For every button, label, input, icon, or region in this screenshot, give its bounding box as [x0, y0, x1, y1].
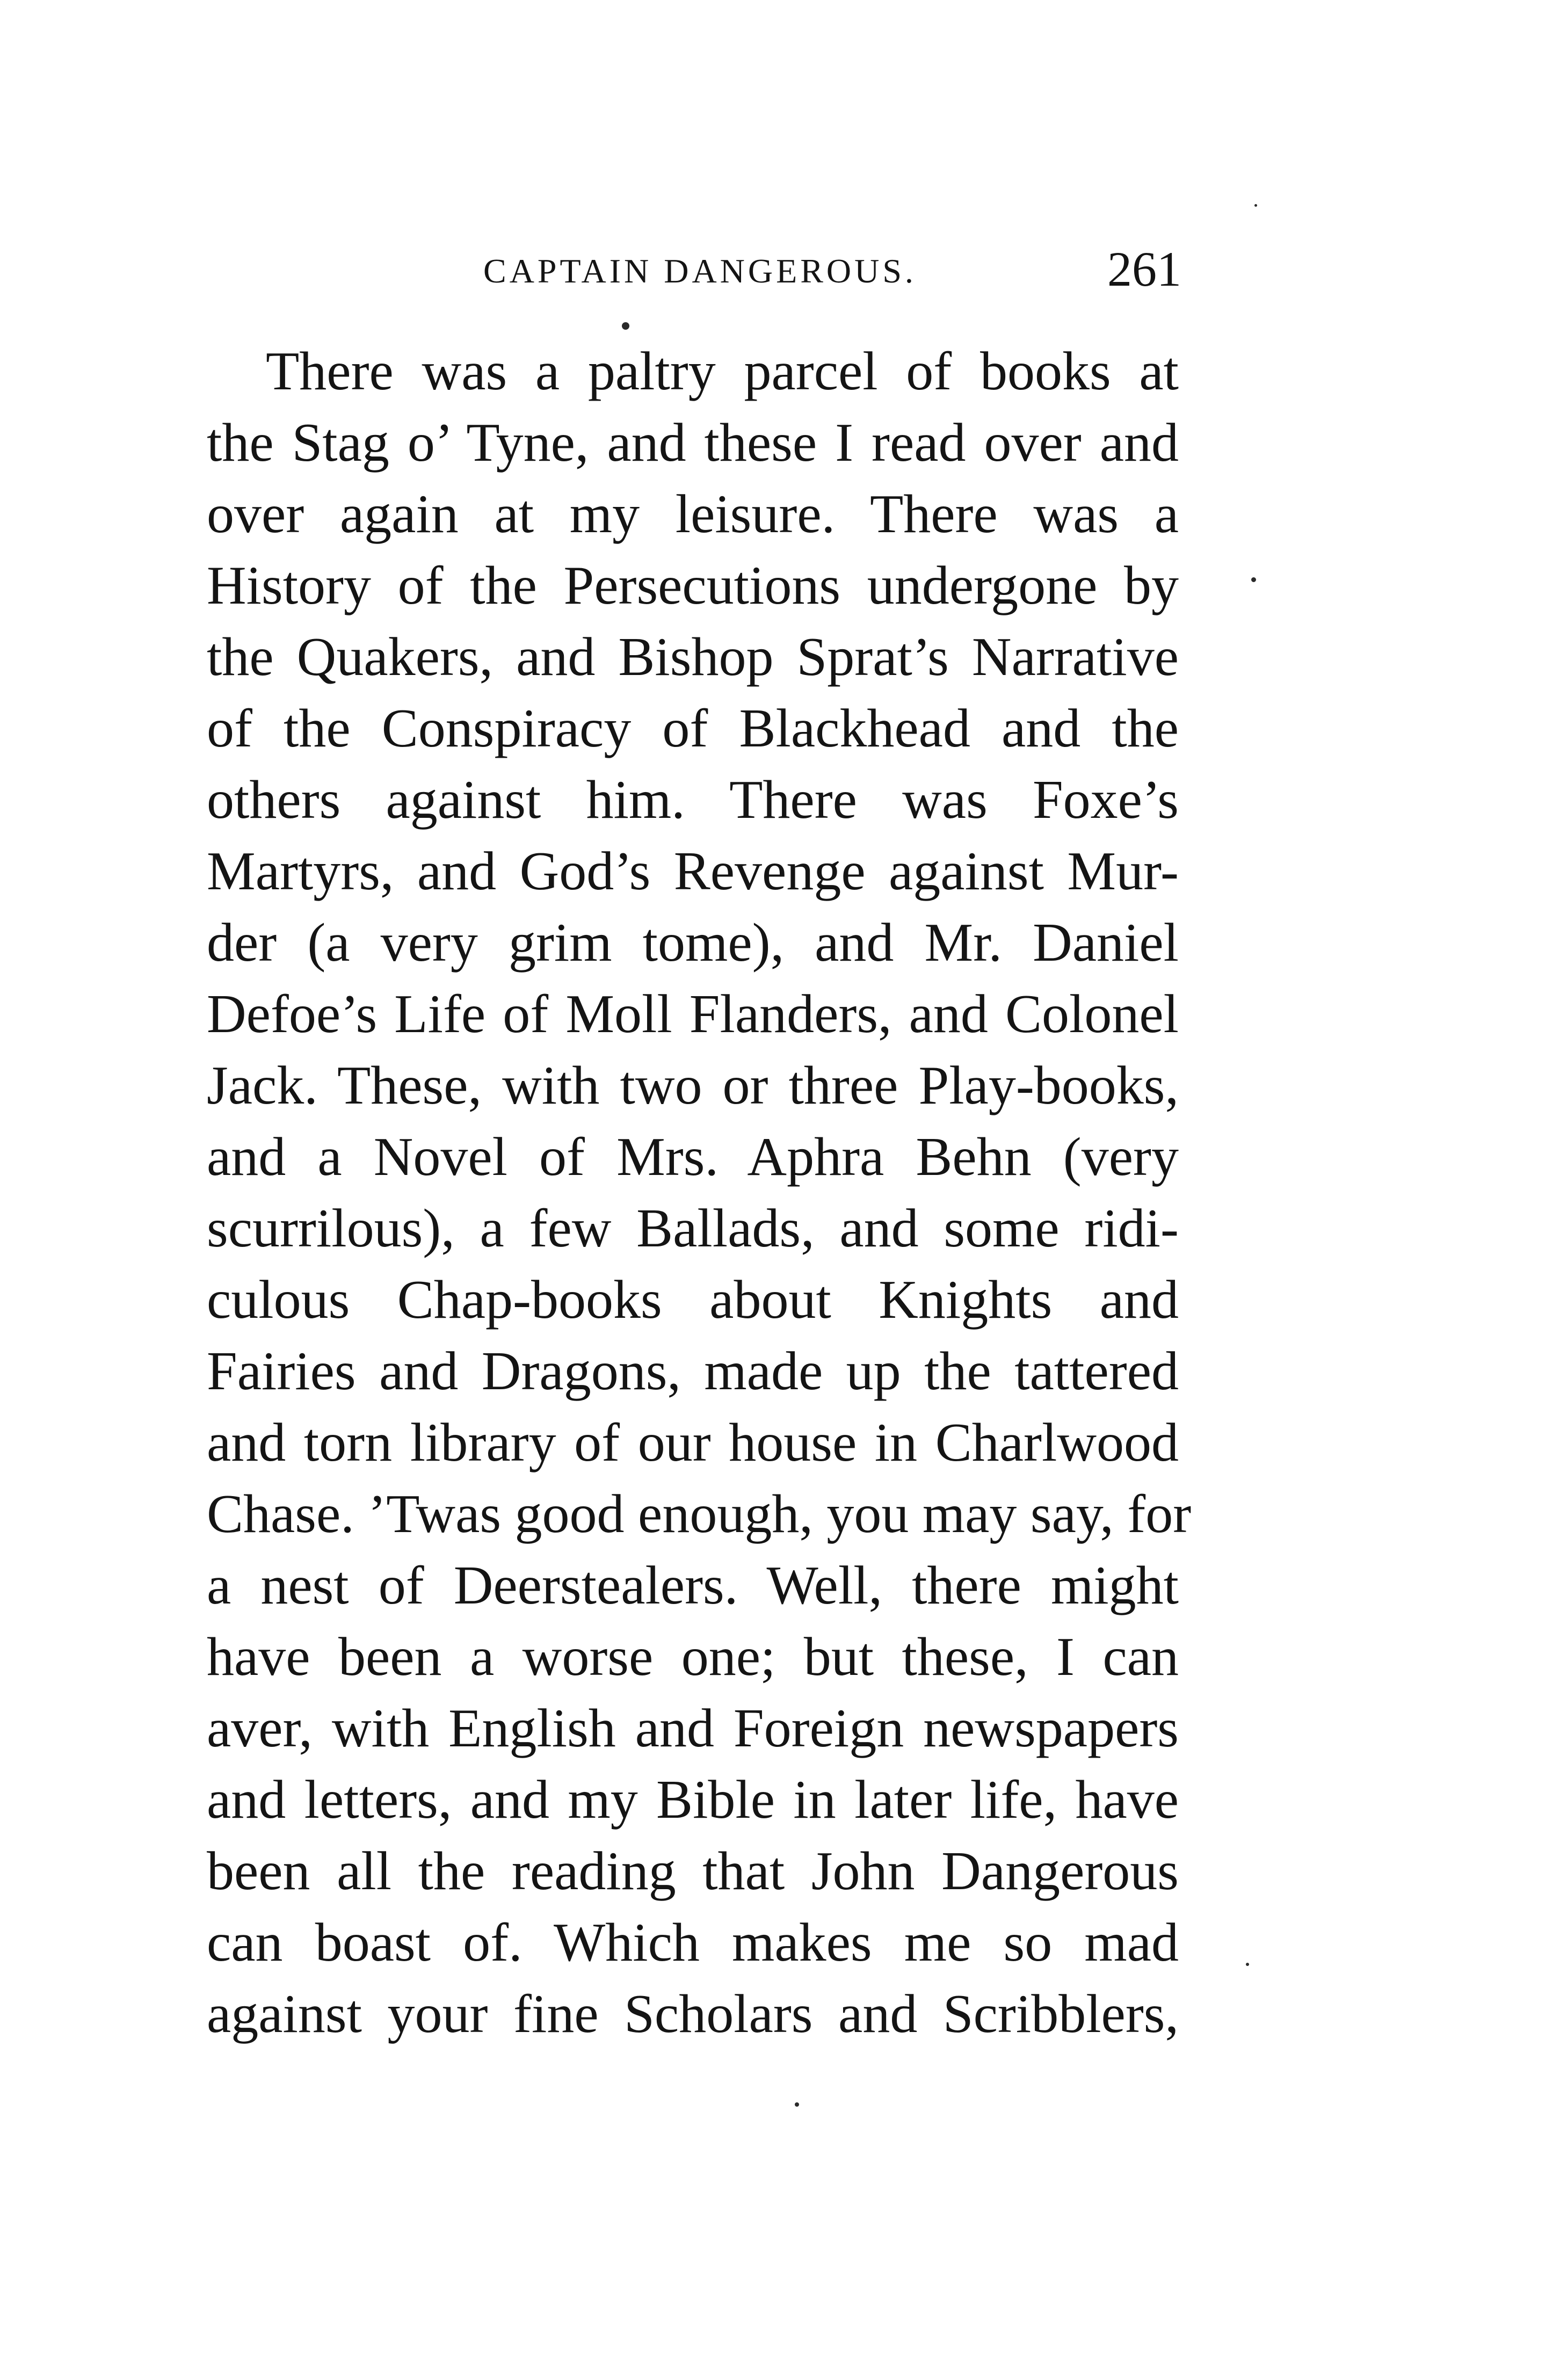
text-line: been all the reading that John Dangerous — [207, 1841, 1179, 1902]
body-paragraph — [207, 336, 1192, 2050]
text-line: and a Novel of Mrs. Aphra Behn (very — [207, 1127, 1179, 1187]
text-line: aver, with English and Foreign newspapers — [207, 1698, 1179, 1759]
text-line: against your fine Scholars and Scribblers, — [207, 1984, 1179, 2044]
page-number: 261 — [1107, 242, 1181, 296]
text-line: of the Conspiracy of Blackhead and the — [207, 698, 1179, 759]
text-line: and letters, and my Bible in later life, have — [207, 1769, 1179, 1830]
text-line: Fairies and Dragons, made up the tattered — [207, 1341, 1179, 1402]
scan-speck — [1254, 204, 1257, 207]
text-line: Martyrs, and God’s Revenge against Mur- — [207, 841, 1179, 902]
text-line: others against him. There was Foxe’s — [207, 770, 1179, 830]
running-title: CAPTAIN DANGEROUS. — [483, 252, 917, 290]
text-line: over again at my leisure. There was a — [207, 484, 1179, 545]
scan-speck — [1251, 577, 1256, 582]
scan-speck — [795, 2102, 799, 2107]
text-line: Defoe’s Life of Moll Flanders, and Colonel — [207, 984, 1179, 1044]
text-line: a nest of Deerstealers. Well, there might — [207, 1555, 1179, 1616]
text-line: scurrilous), a few Ballads, and some ridi- — [207, 1198, 1179, 1259]
text-line: have been a worse one; but these, I can — [207, 1627, 1179, 1687]
scan-speck — [1246, 1963, 1249, 1966]
running-header — [204, 244, 1181, 303]
text-line: Chase. ’Twas good enough, you may say, for — [207, 1484, 1192, 1544]
text-line: can boast of. Which makes me so mad — [207, 1912, 1179, 1973]
text-line: and torn library of our house in Charlwood — [207, 1412, 1179, 1473]
text-line: the Stag o’ Tyne, and these I read over and — [207, 412, 1179, 473]
text-line: Jack. These, with two or three Play-books, — [207, 1055, 1179, 1116]
text-line: There was a paltry parcel of books at — [266, 341, 1179, 402]
text-line: History of the Persecutions undergone by — [207, 555, 1179, 616]
text-line: culous Chap-books about Knights and — [207, 1269, 1179, 1330]
text-line: the Quakers, and Bishop Sprat’s Narrative — [207, 627, 1179, 687]
scan-speck — [622, 322, 629, 330]
text-line: der (a very grim tome), and Mr. Daniel — [207, 912, 1179, 973]
